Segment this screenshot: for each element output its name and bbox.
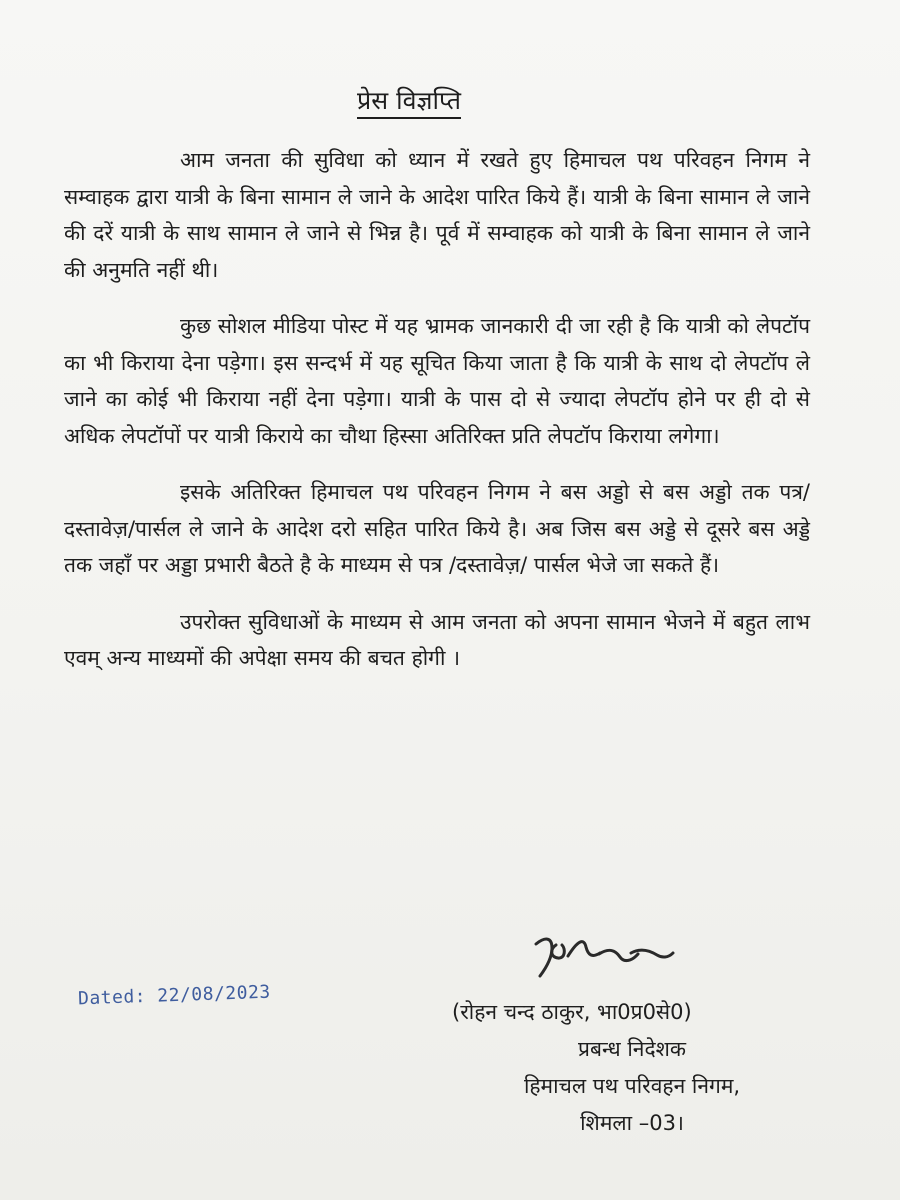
signatory-organization: हिमाचल पथ परिवहन निगम, — [523, 1074, 741, 1098]
document-body — [64, 142, 810, 677]
handwritten-signature — [528, 930, 678, 984]
signatory-name: (रोहन चन्द ठाकुर, भा0प्र0से0) — [452, 1000, 692, 1024]
paragraph-3: इसके अतिरिक्त हिमाचल पथ परिवहन निगम ने बस अड्डो से बस अड्डो तक पत्र/दस्तावेज़/पार्सल ले जाने के आदेश दरो सहित पारित किये है। अब जिस बस अड्डे से दूसरे बस अड्डे तक जहाँ पर अड्डा प्रभारी बैठते है के माध्यम से पत्र /दस्तावेज़/ पार्सल भेजे जा सकते हैं। — [64, 480, 810, 577]
handwritten-date: Dated: 22/08/2023 — [77, 981, 272, 1010]
paragraph-4: उपरोक्त सुविधाओं के माध्यम से आम जनता को अपना सामान भेजने में बहुत लाभ एवम् अन्य माध्यमों की अपेक्षा समय की बचत होगी । — [64, 609, 810, 670]
signature-block — [452, 994, 812, 1142]
paragraph-1: आम जनता की सुविधा को ध्यान में रखते हुए हिमाचल पथ परिवहन निगम ने सम्वाहक द्वारा यात्री के बिना सामान ले जाने के आदेश पारित किये हैं। यात्री के बिना सामान ले जाने की दरें यात्री के साथ सामान ले जाने से भिन्न है। पूर्व में सम्वाहक को यात्री के बिना सामान ले जाने की अनुमति नहीं थी। — [64, 148, 810, 282]
page-title — [0, 86, 818, 116]
title-text: प्रेस विज्ञप्ति — [357, 86, 461, 119]
paragraph-2: कुछ सोशल मीडिया पोस्ट में यह भ्रामक जानकारी दी जा रही है कि यात्री को लेपटॉप का भी किराया देना पड़ेगा। इस सन्दर्भ में यह सूचित किया जाता है कि यात्री के साथ दो लेपटॉप ले जाने का कोई भी किराया नहीं देना पड़ेगा। यात्री के पास दो से ज्यादा लेपटॉप होने पर ही दो से अधिक लेपटॉपों पर यात्री किराये का चौथा हिस्सा अतिरिक्त प्रति लेपटॉप किराया लगेगा। — [64, 314, 810, 448]
signatory-designation: प्रबन्ध निदेशक — [578, 1037, 686, 1061]
signatory-location: शिमला –03। — [580, 1111, 684, 1135]
